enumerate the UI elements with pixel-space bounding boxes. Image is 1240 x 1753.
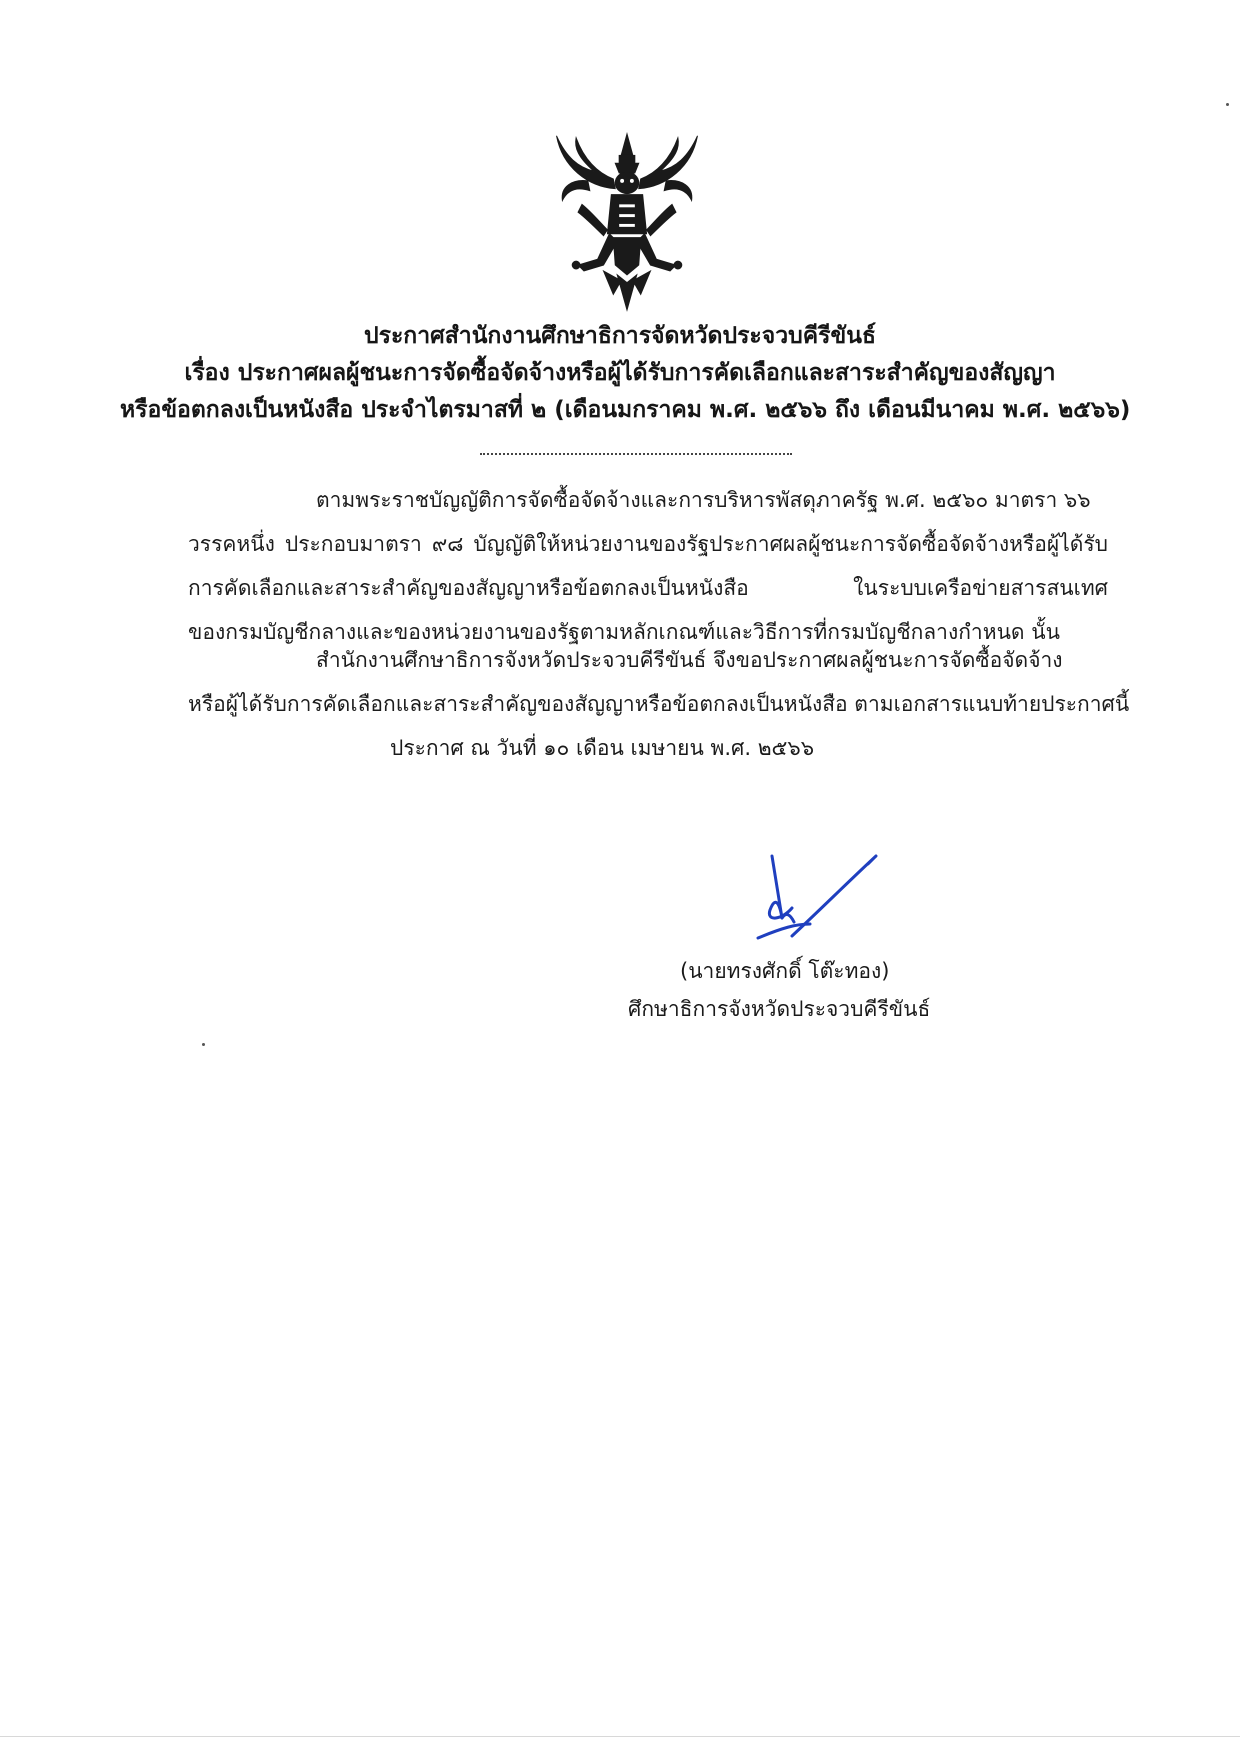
- scan-speck: [202, 1043, 205, 1046]
- handwritten-signature: [752, 848, 882, 948]
- body-paragraph-1: [188, 478, 1108, 654]
- paragraph-line: วรรคหนึ่ง ประกอบมาตรา ๙๘ บัญญัติให้หน่วยงานของรัฐประกาศผลผู้ชนะการจัดซื้อจัดจ้างหรือผู้ได้รับ: [188, 532, 1108, 556]
- paragraph-line: สำนักงานศึกษาธิการจังหวัดประจวบคีรีขันธ์ จึงขอประกาศผลผู้ชนะการจัดซื้อจัดจ้าง: [316, 648, 1063, 672]
- paragraph-line: ของกรมบัญชีกลางและของหน่วยงานของรัฐตามหลักเกณฑ์และวิธีการที่กรมบัญชีกลางกำหนด นั้น: [188, 620, 1060, 644]
- body-paragraph-2: [188, 638, 1130, 726]
- signer-title: ศึกษาธิการจังหวัดประจวบคีรีขันธ์: [628, 997, 931, 1021]
- paragraph-line: ตามพระราชบัญญัติการจัดซื้อจัดจ้างและการบริหารพัสดุภาครัฐ พ.ศ. ๒๕๖๐ มาตรา ๖๖: [316, 488, 1091, 512]
- header-title: ประกาศสำนักงานศึกษาธิการจัดหวัดประจวบคีรีขันธ์: [364, 323, 876, 349]
- document-header: [120, 318, 1131, 429]
- garuda-emblem-icon: [548, 128, 706, 314]
- announcement-date: ประกาศ ณ วันที่ ๑๐ เดือน เมษายน พ.ศ. ๒๕๖๖: [390, 736, 815, 760]
- paragraph-line: การคัดเลือกและสาระสำคัญของสัญญาหรือข้อตกลงเป็นหนังสือ ในระบบเครือข่ายสารสนเทศ: [188, 576, 1108, 600]
- header-subject-continued: หรือข้อตกลงเป็นหนังสือ ประจำไตรมาสที่ ๒ (เดือนมกราคม พ.ศ. ๒๕๖๖ ถึง เดือนมีนาคม พ.ศ. ๒๕๖๖): [120, 397, 1131, 423]
- paragraph-line: หรือผู้ได้รับการคัดเลือกและสาระสำคัญของสัญญาหรือข้อตกลงเป็นหนังสือ ตามเอกสารแนบท้ายประกาศนี้: [188, 692, 1130, 716]
- signer-name: (นายทรงศักดิ์ โต๊ะทอง): [680, 959, 890, 983]
- scan-speck: [1226, 103, 1229, 106]
- header-subject: เรื่อง ประกาศผลผู้ชนะการจัดซื้อจัดจ้างหรือผู้ได้รับการคัดเลือกและสาระสำคัญของสัญญา: [184, 360, 1056, 386]
- page-bottom-edge: [0, 1736, 1240, 1737]
- dotted-divider: [480, 453, 792, 455]
